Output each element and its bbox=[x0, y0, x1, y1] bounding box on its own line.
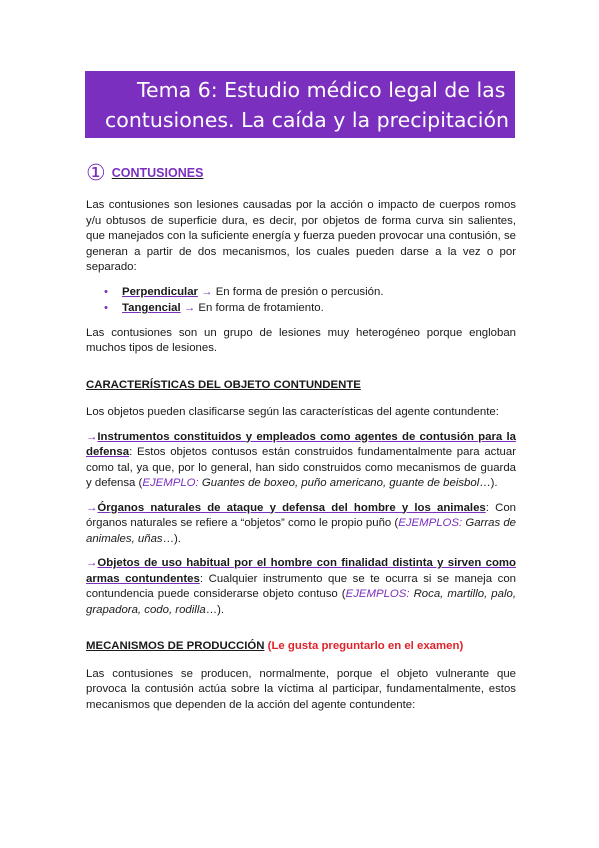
item-term: Órganos naturales de ataque y defensa del hombre y los animales bbox=[97, 501, 486, 514]
title-banner bbox=[85, 71, 515, 138]
example-text: Roca, martillo, palo, grapadora, codo, rodilla bbox=[86, 588, 516, 616]
characteristic-item bbox=[86, 556, 516, 618]
bullet-term: Tangencial bbox=[122, 302, 181, 314]
item-text: : Estos objetos contusos están construidos fundamentalmente para actuar como tal, ya que, por lo general, han sido construidos como mecanismos de guarda y defensa ( bbox=[86, 446, 516, 489]
mechanisms-paragraph: Las contusiones se producen, normalmente, porque el objeto vulnerante que provoca la contusión actúa sobre la víctima al participar, fundamentalmente, estos mecanismos que dependen de la acción del agente contundente: bbox=[86, 667, 516, 711]
example-label: EJEMPLOS: bbox=[345, 588, 410, 600]
example-text: Garras de animales, uñas bbox=[86, 517, 516, 545]
characteristics-intro: Los objetos pueden clasificarse según las características del agente contundente: bbox=[86, 406, 499, 418]
arrow-icon: → bbox=[86, 501, 98, 514]
exam-note: Le gusta preguntarlo en el examen bbox=[271, 640, 460, 652]
title-line-2: contusiones. La caída y la precipitación bbox=[105, 108, 509, 132]
characteristic-item bbox=[86, 430, 516, 492]
document-body bbox=[86, 162, 516, 722]
arrow-icon: → bbox=[183, 302, 196, 314]
intro-paragraph: Las contusiones son lesiones causadas por la acción o impacto de cuerpos romos y/u obtusos de superficie dura, es decir, por objetos de forma curva sin salientes, que manejados con la suficiente energía y fuerza pueden provocar una contusión, se generan a partir de dos mecanismos, los cuales pueden darse a la vez o por separado: bbox=[86, 199, 516, 273]
example-text: Guantes de boxeo, puño americano, guante de beisbol bbox=[198, 477, 480, 489]
item-tail: …). bbox=[162, 532, 181, 545]
mechanism-list bbox=[86, 285, 516, 317]
section-title: CONTUSIONES bbox=[111, 166, 204, 181]
characteristic-item bbox=[86, 501, 516, 548]
list-item bbox=[104, 301, 516, 317]
closing-paragraph: Las contusiones son un grupo de lesiones muy heterogéneo porque engloban muchos tipos de lesiones. bbox=[86, 326, 516, 354]
bullet-term: Perpendicular bbox=[122, 285, 198, 298]
item-text: : Con órganos naturales se refiere a “objetos” como le propio puño ( bbox=[86, 501, 516, 529]
example-label: EJEMPLO: bbox=[142, 477, 199, 489]
mechanisms-heading bbox=[86, 639, 516, 655]
section-number: ① bbox=[86, 161, 106, 186]
item-term: Objetos de uso habitual por el hombre con finalidad distinta y sirven como armas contundentes bbox=[86, 557, 516, 585]
item-term: Instrumentos constituidos y empleados como agentes de contusión para la defensa bbox=[86, 430, 516, 458]
list-item bbox=[104, 285, 516, 301]
note-open: ( bbox=[264, 640, 272, 652]
item-tail: …). bbox=[479, 477, 498, 489]
bullet-text: En forma de frotamiento. bbox=[195, 302, 324, 314]
section-heading bbox=[86, 162, 516, 186]
arrow-icon: → bbox=[201, 285, 213, 298]
arrow-icon: → bbox=[86, 557, 98, 569]
item-text: : Cualquier instrumento que se te ocurra si se maneja con contundencia puede considerarse objeto contuso ( bbox=[86, 572, 516, 600]
bullet-text: En forma de presión o percusión. bbox=[212, 285, 384, 298]
characteristics-heading: CARACTERÍSTICAS DEL OBJETO CONTUNDENTE bbox=[86, 378, 361, 391]
title-line-1: Tema 6: Estudio médico legal de las bbox=[137, 78, 506, 102]
arrow-icon: → bbox=[86, 430, 98, 443]
mechanisms-title: MECANISMOS DE PRODUCCIÓN bbox=[86, 640, 265, 652]
example-label: EJEMPLOS: bbox=[398, 517, 463, 529]
item-tail: …). bbox=[205, 603, 225, 616]
note-close: ) bbox=[459, 640, 464, 652]
